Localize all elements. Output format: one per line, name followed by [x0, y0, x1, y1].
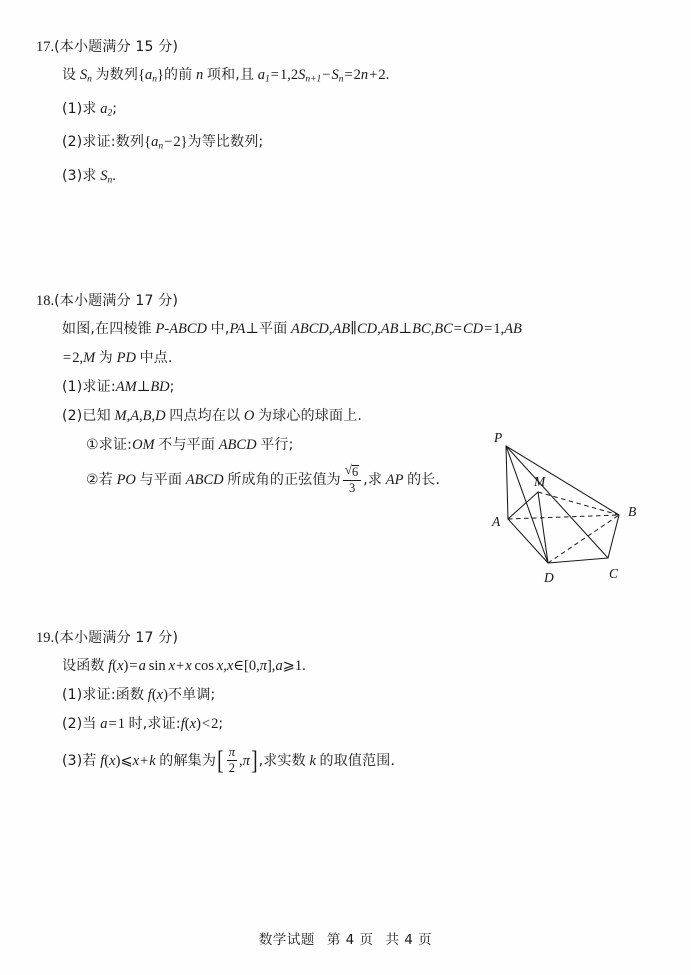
problem-19-stem: 设函数 f(x)=a sin x+x cos x,x∈[0,π],a⩾1.	[62, 658, 306, 674]
edge-A-M	[508, 492, 538, 519]
problem-17-part-3: (3)求 Sn.	[62, 167, 116, 186]
edge-P-C	[506, 446, 608, 558]
edge-A-B-hidden	[508, 515, 619, 519]
problem-18-stem-line-1: 如图,在四棱锥 P-ABCD 中,PA⊥平面 ABCD,AB∥CD,AB⊥BC,BC=CD=1,AB	[62, 321, 522, 337]
vertex-label-P: P	[494, 430, 503, 445]
problem-17-part-1: (1)求 a2;	[62, 100, 118, 119]
problem-19-number: 19.	[36, 630, 55, 646]
edge-A-D	[508, 519, 548, 563]
vertex-label-B: B	[628, 504, 637, 519]
pyramid-diagram-svg	[468, 420, 654, 590]
footer-page-number: 第 4 页	[326, 932, 374, 948]
edge-M-D	[538, 492, 548, 563]
problem-17-heading	[0, 34, 691, 61]
problem-19-part-3: (3)若 f(x)⩽x+k 的解集为[ $\frac{\pi}{2}$ ,π],求实数 k 的取值范围.	[62, 744, 396, 776]
vertex-label-D: D	[544, 570, 554, 585]
vertex-label-C: C	[609, 566, 619, 581]
problem-18-part-2-sub-1: ①求证:OM 不与平面 ABCD 平行;	[86, 437, 294, 453]
problem-18-part-1: (1)求证:AM⊥BD;	[62, 379, 175, 395]
problem-19-part-1: (1)求证:函数 f(x)不单调;	[62, 687, 216, 703]
sqrt6-over-3-fraction: $\frac{√6}{3}$	[343, 464, 361, 495]
problem-17-part-2: (2)求证:数列{an−2}为等比数列;	[62, 134, 264, 152]
edge-P-B	[506, 446, 619, 515]
problem-18-part-2-sub-2: ②若 PO 与平面 ABCD 所成角的正弦值为 $\frac{√6}{3}$ ,求 AP 的长.	[86, 462, 441, 495]
page-footer	[0, 928, 691, 948]
problem-17	[0, 34, 691, 196]
problem-18-part-2: (2)已知 M,A,B,D 四点均在以 O 为球心的球面上.	[62, 408, 363, 424]
edge-P-D	[506, 446, 548, 563]
pyramid-figure	[468, 420, 654, 590]
problem-17-header-text: (本小题满分 15 分)	[54, 39, 179, 55]
pi-over-2-fraction: $\frac{\pi}{2}$	[228, 744, 235, 776]
problem-17-number: 17.	[36, 39, 55, 55]
problem-18-number: 18.	[36, 293, 55, 309]
problem-18-header-text: (本小题满分 17 分)	[54, 293, 179, 309]
footer-subject: 数学试题	[258, 932, 315, 948]
problem-19	[0, 625, 691, 783]
edge-P-A	[506, 446, 508, 519]
problem-19-part-2: (2)当 a=1 时,求证:f(x)<2;	[62, 716, 224, 732]
problem-18-heading	[0, 288, 691, 315]
problem-19-heading	[0, 625, 691, 652]
edge-M-B-hidden	[538, 492, 619, 515]
vertex-label-A: A	[492, 514, 501, 529]
vertex-label-M: M	[534, 474, 546, 489]
footer-total-pages: 共 4 页	[385, 932, 433, 948]
problem-18-stem-line-2: =2,M 为 PD 中点.	[63, 350, 173, 366]
edge-D-C	[548, 558, 608, 563]
problem-19-header-text: (本小题满分 17 分)	[54, 630, 179, 646]
problem-17-stem: 设 Sn 为数列{an}的前 n 项和,且 a1=1,2Sn+1−Sn=2n+2.	[62, 67, 390, 85]
